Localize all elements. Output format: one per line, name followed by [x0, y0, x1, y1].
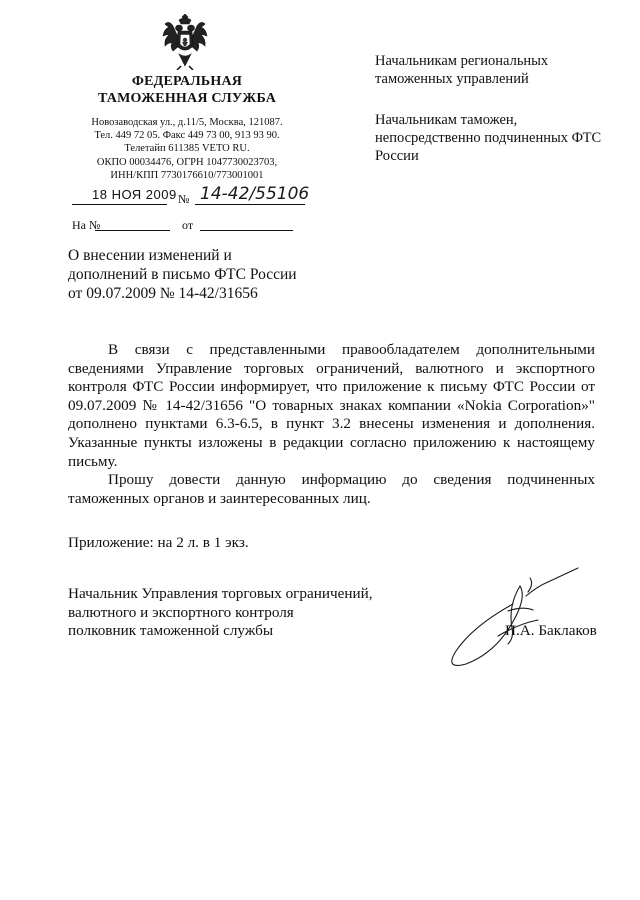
- letter-subject: О внесении изменений и дополнений в письмо ФТС России от 09.07.2009 № 14-42/31656: [68, 247, 297, 302]
- letter-body: [68, 341, 595, 508]
- contact-address: Новозаводская ул., д.11/5, Москва, 121087.: [91, 117, 283, 128]
- reference-date-underline: [200, 230, 293, 231]
- addressee-regional: Начальникам региональных таможенных управлений: [375, 53, 549, 87]
- date-stamp: 18 НОЯ 2009: [92, 187, 177, 202]
- handwritten-signature: [438, 566, 588, 676]
- reference-number-label: На №: [72, 218, 101, 232]
- addressee-customs: Начальникам таможен, непосредственно подчиненных ФТС России: [375, 112, 602, 164]
- date-underline: [72, 204, 167, 205]
- number-sign: №: [178, 192, 190, 206]
- contact-teletype: Телетайп 611385 VETO RU.: [124, 143, 250, 155]
- number-underline: [195, 204, 305, 205]
- signer-title: [68, 585, 388, 641]
- contact-okpo: ОКПО 00034476, ОГРН 1047730023703,: [96, 156, 278, 168]
- signer-name: П.А. Баклаков: [505, 622, 597, 639]
- signer-title-line: Начальник Управления торговых ограничений,: [68, 585, 373, 602]
- signer-title-line: полковник таможенной службы: [68, 622, 274, 640]
- emblem-icon: [161, 14, 209, 70]
- signer-title-line: валютного и экспортного контроля: [68, 603, 294, 621]
- body-paragraph: Прошу довести данную информацию до сведения подчиненных таможенных органов и заинтересованных лиц.: [68, 471, 595, 507]
- reference-date-label: от: [182, 218, 194, 232]
- outgoing-number: 14-42/55106: [200, 184, 310, 204]
- attachment-note: Приложение: на 2 л. в 1 экз.: [68, 534, 249, 551]
- reference-number-underline: [95, 230, 170, 231]
- org-name-line1: ФЕДЕРАЛЬНАЯ: [131, 74, 243, 89]
- sender-contacts: [72, 116, 302, 182]
- contact-inn: ИНН/КПП 7730176610/773001001: [110, 169, 264, 181]
- body-paragraph: В связи с представленными правообладателем дополнительными сведениями Управление торговых ограничений, валютного и экспортного контроля ФТС России информирует, что приложение к письму ФТС России от 09.07.2009 № 14-42/31656 "О товарных знаках компании «Nokia Corporation»" дополнено пунктами 6.3-6.5, в пункт 3.2 внесены изменения и дополнения. Указанные пункты изложены в редакции согласно приложению к настоящему письму.: [68, 341, 595, 470]
- org-name-line2: ТАМОЖЕННАЯ СЛУЖБА: [97, 91, 277, 106]
- contact-phone: Тел. 449 72 05. Факс 449 73 00, 913 93 90.: [94, 130, 280, 142]
